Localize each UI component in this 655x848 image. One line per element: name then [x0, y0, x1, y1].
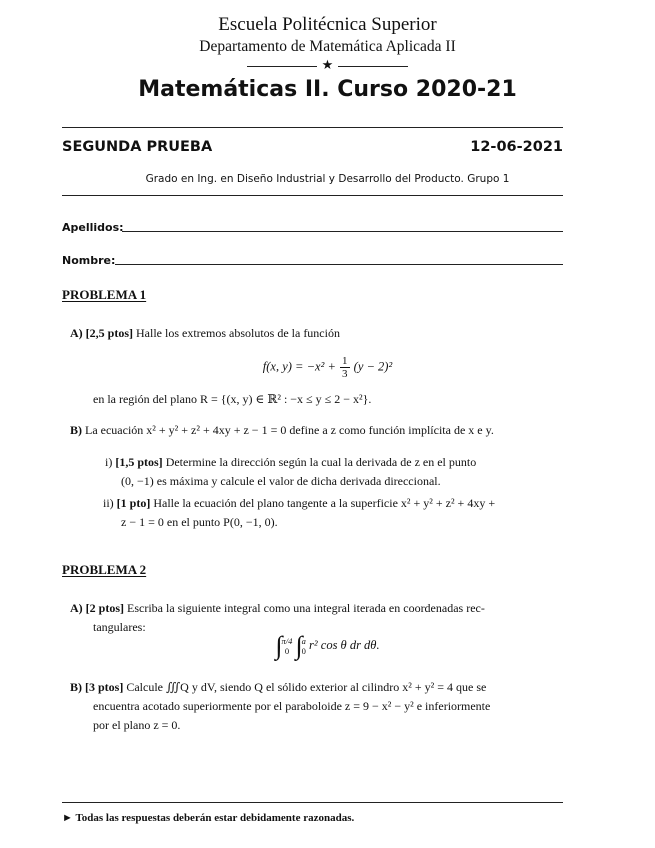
school-name: Escuela Politécnica Superior: [218, 14, 437, 35]
points-badge: [2,5 ptos]: [85, 326, 134, 340]
problem-1-a-region: en la región del plano R = {(x, y) ∈ ℝ² : −x ≤ y ≤ 2 − x²}.: [93, 392, 372, 406]
name-field[interactable]: [115, 264, 563, 265]
subitem-text-2: (0, −1) es máxima y calcule el valor de dicha derivada direccional.: [121, 474, 441, 488]
degree-line: Grado en Ing. en Diseño Industrial y Desarrollo del Producto. Grupo 1: [145, 173, 510, 185]
item-text-2: tangulares:: [93, 620, 146, 634]
subitem-text-1: Halle la ecuación del plano tangente a la superficie x² + y² + z² + 4xy +: [153, 496, 496, 510]
problem-2-title: PROBLEMA 2: [62, 562, 147, 577]
integral-sign-inner: ∫: [295, 631, 303, 660]
inner-upper-limit: a: [301, 636, 306, 646]
subitem-text-1: Determine la dirección según la cual la derivada de z en el punto: [165, 455, 477, 469]
surname-field[interactable]: [122, 231, 563, 232]
footer-divider: [62, 802, 563, 803]
course-title: Matemáticas II. Curso 2020-21: [138, 77, 517, 102]
integral-sign-outer: ∫: [275, 631, 283, 660]
subitem-text-2: z − 1 = 0 en el punto P(0, −1, 0).: [121, 515, 278, 529]
item-label: B): [70, 680, 82, 694]
item-text-3: por el plano z = 0.: [93, 718, 181, 732]
points-badge: [3 ptos]: [85, 680, 124, 694]
problem-1-b: [70, 421, 563, 440]
fraction: [340, 355, 350, 380]
problem-1-a-formula: [0, 355, 655, 380]
problem-2-b: [70, 678, 563, 735]
item-text-1: Calcule ∭Q y dV, siendo Q el sólido exterior al cilindro x² + y² = 4 que se: [126, 680, 487, 694]
divider-bottom: [62, 195, 563, 196]
fraction-numerator: 1: [342, 355, 348, 367]
outer-limits: [282, 636, 293, 656]
formula-lhs: f(x, y) = −x² +: [262, 359, 336, 374]
exam-label: SEGUNDA PRUEBA: [62, 139, 213, 155]
ornament-line-right: [338, 66, 408, 67]
department-name: Departamento de Matemática Aplicada II: [199, 38, 456, 55]
item-label: A): [70, 326, 83, 340]
formula-rhs: (y − 2)²: [353, 359, 393, 374]
surname-label: Apellidos:: [62, 221, 124, 234]
divider-top: [62, 127, 563, 128]
problem-1-a: [70, 324, 563, 343]
inner-limits: [302, 636, 306, 656]
points-badge: [1,5 ptos]: [115, 455, 163, 469]
problem-1-b-i: [105, 453, 563, 491]
integrand: r² cos θ dr dθ.: [309, 637, 380, 652]
item-label: B): [70, 423, 82, 437]
ornament-line-left: [247, 66, 317, 67]
subitem-label: i): [105, 455, 113, 469]
points-badge: [2 ptos]: [85, 601, 125, 615]
outer-upper-limit: π/4: [281, 636, 293, 646]
name-label: Nombre:: [62, 254, 116, 267]
fraction-denominator: 3: [342, 368, 348, 380]
problem-2-a-integral: [0, 631, 655, 660]
item-label: A): [70, 601, 83, 615]
points-badge: [1 pto]: [116, 496, 151, 510]
star-icon: ★: [321, 58, 334, 73]
header-ornament: [0, 59, 655, 73]
item-text-2: encuentra acotado superiormente por el paraboloide z = 9 − x² − y² e inferiormente: [93, 699, 491, 713]
footer-note: ► Todas las respuestas deberán estar debidamente razonadas.: [62, 812, 355, 824]
subitem-label: ii): [103, 496, 114, 510]
item-text: La ecuación x² + y² + z² + 4xy + z − 1 = 0 define a z como función implícita de x e y.: [85, 423, 494, 437]
item-text-1: Escriba la siguiente integral como una integral iterada en coordenadas rec-: [127, 601, 485, 615]
outer-lower-limit: 0: [284, 646, 290, 656]
problem-2-a: [70, 599, 563, 637]
problem-1-b-ii: [103, 494, 563, 532]
problem-1-title: PROBLEMA 1: [62, 287, 147, 302]
item-text: Halle los extremos absolutos de la función: [136, 326, 340, 340]
inner-lower-limit: 0: [301, 646, 306, 656]
exam-date: 12-06-2021: [470, 139, 563, 155]
